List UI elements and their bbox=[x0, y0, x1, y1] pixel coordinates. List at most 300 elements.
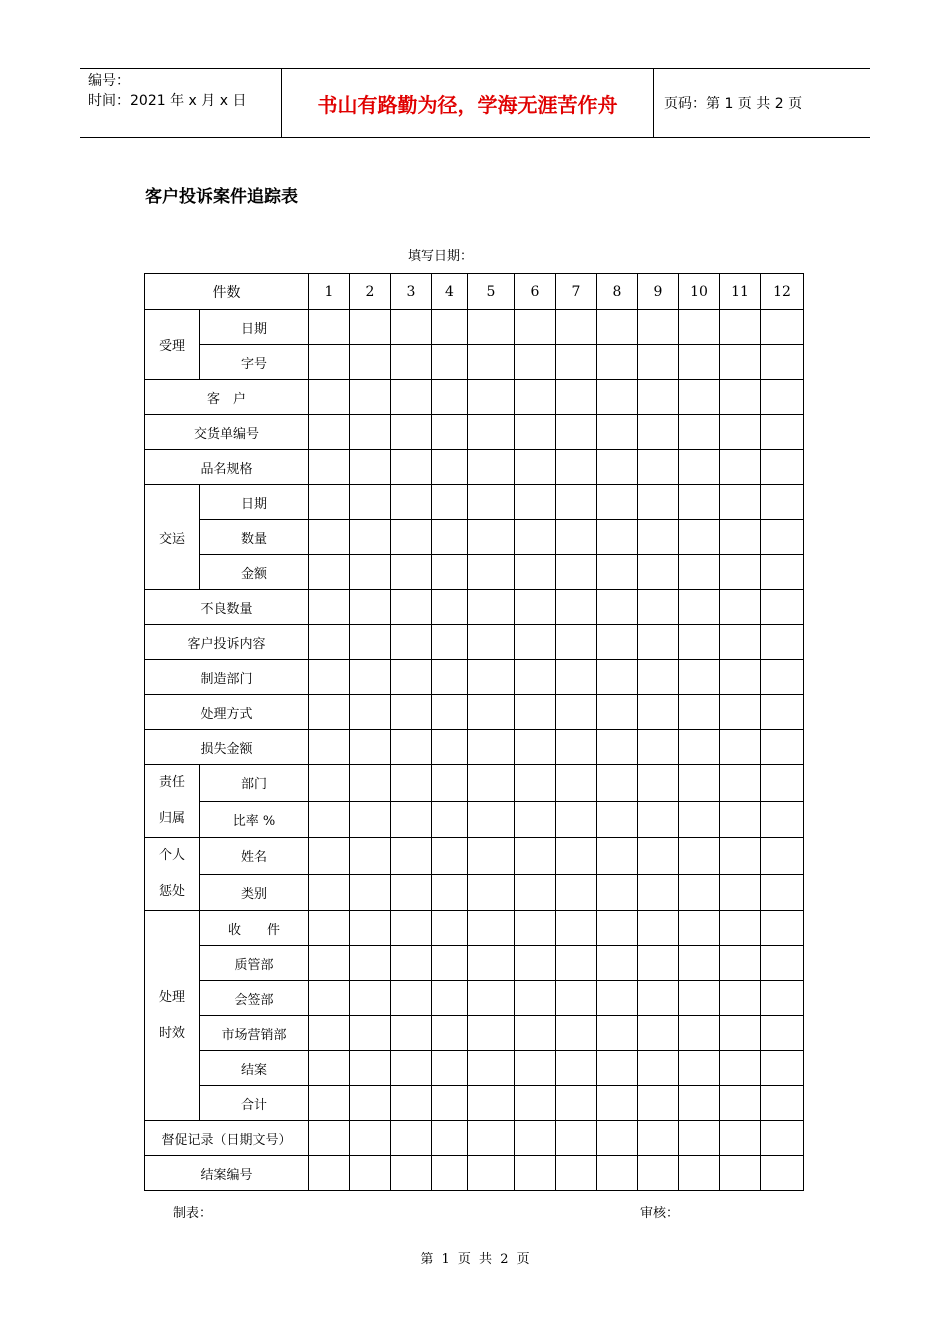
entry-cell[interactable] bbox=[556, 981, 597, 1016]
entry-cell[interactable] bbox=[432, 981, 468, 1016]
entry-cell[interactable] bbox=[761, 485, 804, 520]
entry-cell[interactable] bbox=[556, 1086, 597, 1121]
entry-cell[interactable] bbox=[720, 838, 761, 875]
entry-cell[interactable] bbox=[391, 345, 432, 380]
entry-cell[interactable] bbox=[468, 801, 515, 838]
entry-cell[interactable] bbox=[761, 1121, 804, 1156]
entry-cell[interactable] bbox=[468, 1051, 515, 1086]
entry-cell[interactable] bbox=[720, 1121, 761, 1156]
entry-cell[interactable] bbox=[720, 730, 761, 765]
entry-cell[interactable] bbox=[515, 1051, 556, 1086]
entry-cell[interactable] bbox=[720, 695, 761, 730]
entry-cell[interactable] bbox=[761, 660, 804, 695]
entry-cell[interactable] bbox=[432, 415, 468, 450]
entry-cell[interactable] bbox=[309, 380, 350, 415]
entry-cell[interactable] bbox=[391, 695, 432, 730]
entry-cell[interactable] bbox=[432, 660, 468, 695]
entry-cell[interactable] bbox=[350, 415, 391, 450]
entry-cell[interactable] bbox=[638, 660, 679, 695]
entry-cell[interactable] bbox=[720, 1051, 761, 1086]
entry-cell[interactable] bbox=[638, 1016, 679, 1051]
entry-cell[interactable] bbox=[556, 310, 597, 345]
entry-cell[interactable] bbox=[679, 345, 720, 380]
entry-cell[interactable] bbox=[720, 380, 761, 415]
entry-cell[interactable] bbox=[468, 1156, 515, 1191]
entry-cell[interactable] bbox=[556, 730, 597, 765]
entry-cell[interactable] bbox=[761, 415, 804, 450]
entry-cell[interactable] bbox=[309, 415, 350, 450]
entry-cell[interactable] bbox=[432, 874, 468, 911]
entry-cell[interactable] bbox=[597, 380, 638, 415]
entry-cell[interactable] bbox=[432, 345, 468, 380]
entry-cell[interactable] bbox=[556, 1051, 597, 1086]
entry-cell[interactable] bbox=[556, 801, 597, 838]
entry-cell[interactable] bbox=[515, 520, 556, 555]
entry-cell[interactable] bbox=[515, 911, 556, 946]
entry-cell[interactable] bbox=[720, 1016, 761, 1051]
entry-cell[interactable] bbox=[679, 625, 720, 660]
entry-cell[interactable] bbox=[309, 625, 350, 660]
entry-cell[interactable] bbox=[761, 695, 804, 730]
entry-cell[interactable] bbox=[391, 946, 432, 981]
entry-cell[interactable] bbox=[309, 485, 350, 520]
entry-cell[interactable] bbox=[761, 520, 804, 555]
entry-cell[interactable] bbox=[638, 695, 679, 730]
entry-cell[interactable] bbox=[515, 660, 556, 695]
entry-cell[interactable] bbox=[638, 946, 679, 981]
entry-cell[interactable] bbox=[761, 380, 804, 415]
entry-cell[interactable] bbox=[350, 1121, 391, 1156]
entry-cell[interactable] bbox=[679, 555, 720, 590]
entry-cell[interactable] bbox=[679, 310, 720, 345]
entry-cell[interactable] bbox=[432, 380, 468, 415]
entry-cell[interactable] bbox=[638, 555, 679, 590]
entry-cell[interactable] bbox=[515, 380, 556, 415]
entry-cell[interactable] bbox=[597, 345, 638, 380]
entry-cell[interactable] bbox=[638, 981, 679, 1016]
entry-cell[interactable] bbox=[638, 1086, 679, 1121]
entry-cell[interactable] bbox=[309, 345, 350, 380]
entry-cell[interactable] bbox=[391, 380, 432, 415]
entry-cell[interactable] bbox=[309, 730, 350, 765]
entry-cell[interactable] bbox=[468, 415, 515, 450]
entry-cell[interactable] bbox=[679, 838, 720, 875]
entry-cell[interactable] bbox=[432, 485, 468, 520]
entry-cell[interactable] bbox=[720, 801, 761, 838]
entry-cell[interactable] bbox=[761, 765, 804, 802]
entry-cell[interactable] bbox=[391, 1086, 432, 1121]
entry-cell[interactable] bbox=[350, 555, 391, 590]
entry-cell[interactable] bbox=[597, 520, 638, 555]
entry-cell[interactable] bbox=[432, 1051, 468, 1086]
entry-cell[interactable] bbox=[597, 1121, 638, 1156]
entry-cell[interactable] bbox=[309, 310, 350, 345]
entry-cell[interactable] bbox=[468, 555, 515, 590]
entry-cell[interactable] bbox=[350, 1051, 391, 1086]
entry-cell[interactable] bbox=[638, 1051, 679, 1086]
entry-cell[interactable] bbox=[391, 801, 432, 838]
entry-cell[interactable] bbox=[350, 765, 391, 802]
entry-cell[interactable] bbox=[309, 1156, 350, 1191]
entry-cell[interactable] bbox=[597, 660, 638, 695]
entry-cell[interactable] bbox=[391, 555, 432, 590]
entry-cell[interactable] bbox=[309, 911, 350, 946]
entry-cell[interactable] bbox=[432, 555, 468, 590]
entry-cell[interactable] bbox=[350, 520, 391, 555]
entry-cell[interactable] bbox=[597, 695, 638, 730]
entry-cell[interactable] bbox=[468, 874, 515, 911]
entry-cell[interactable] bbox=[679, 946, 720, 981]
entry-cell[interactable] bbox=[432, 695, 468, 730]
entry-cell[interactable] bbox=[468, 1086, 515, 1121]
entry-cell[interactable] bbox=[720, 310, 761, 345]
entry-cell[interactable] bbox=[515, 981, 556, 1016]
entry-cell[interactable] bbox=[309, 981, 350, 1016]
entry-cell[interactable] bbox=[350, 695, 391, 730]
entry-cell[interactable] bbox=[350, 981, 391, 1016]
entry-cell[interactable] bbox=[597, 450, 638, 485]
entry-cell[interactable] bbox=[350, 911, 391, 946]
entry-cell[interactable] bbox=[515, 450, 556, 485]
entry-cell[interactable] bbox=[432, 1121, 468, 1156]
entry-cell[interactable] bbox=[679, 415, 720, 450]
entry-cell[interactable] bbox=[350, 310, 391, 345]
entry-cell[interactable] bbox=[761, 801, 804, 838]
entry-cell[interactable] bbox=[679, 801, 720, 838]
entry-cell[interactable] bbox=[515, 1086, 556, 1121]
entry-cell[interactable] bbox=[391, 590, 432, 625]
entry-cell[interactable] bbox=[556, 946, 597, 981]
entry-cell[interactable] bbox=[468, 730, 515, 765]
entry-cell[interactable] bbox=[597, 590, 638, 625]
entry-cell[interactable] bbox=[515, 415, 556, 450]
entry-cell[interactable] bbox=[391, 415, 432, 450]
entry-cell[interactable] bbox=[720, 450, 761, 485]
entry-cell[interactable] bbox=[761, 625, 804, 660]
entry-cell[interactable] bbox=[556, 555, 597, 590]
entry-cell[interactable] bbox=[679, 1086, 720, 1121]
entry-cell[interactable] bbox=[679, 1121, 720, 1156]
entry-cell[interactable] bbox=[350, 838, 391, 875]
entry-cell[interactable] bbox=[468, 838, 515, 875]
entry-cell[interactable] bbox=[761, 1156, 804, 1191]
entry-cell[interactable] bbox=[309, 1121, 350, 1156]
entry-cell[interactable] bbox=[556, 485, 597, 520]
entry-cell[interactable] bbox=[468, 450, 515, 485]
entry-cell[interactable] bbox=[432, 1156, 468, 1191]
entry-cell[interactable] bbox=[720, 911, 761, 946]
entry-cell[interactable] bbox=[468, 590, 515, 625]
entry-cell[interactable] bbox=[432, 1086, 468, 1121]
entry-cell[interactable] bbox=[309, 590, 350, 625]
entry-cell[interactable] bbox=[761, 1051, 804, 1086]
entry-cell[interactable] bbox=[432, 590, 468, 625]
entry-cell[interactable] bbox=[515, 695, 556, 730]
entry-cell[interactable] bbox=[309, 695, 350, 730]
entry-cell[interactable] bbox=[638, 520, 679, 555]
entry-cell[interactable] bbox=[597, 765, 638, 802]
entry-cell[interactable] bbox=[679, 874, 720, 911]
entry-cell[interactable] bbox=[515, 1121, 556, 1156]
entry-cell[interactable] bbox=[679, 1156, 720, 1191]
entry-cell[interactable] bbox=[515, 590, 556, 625]
entry-cell[interactable] bbox=[432, 730, 468, 765]
entry-cell[interactable] bbox=[720, 874, 761, 911]
entry-cell[interactable] bbox=[597, 1051, 638, 1086]
entry-cell[interactable] bbox=[597, 1156, 638, 1191]
entry-cell[interactable] bbox=[556, 695, 597, 730]
entry-cell[interactable] bbox=[597, 1086, 638, 1121]
entry-cell[interactable] bbox=[432, 450, 468, 485]
entry-cell[interactable] bbox=[556, 874, 597, 911]
entry-cell[interactable] bbox=[515, 874, 556, 911]
entry-cell[interactable] bbox=[679, 695, 720, 730]
entry-cell[interactable] bbox=[761, 946, 804, 981]
entry-cell[interactable] bbox=[679, 485, 720, 520]
entry-cell[interactable] bbox=[597, 555, 638, 590]
entry-cell[interactable] bbox=[309, 1086, 350, 1121]
entry-cell[interactable] bbox=[638, 380, 679, 415]
entry-cell[interactable] bbox=[720, 1156, 761, 1191]
entry-cell[interactable] bbox=[350, 730, 391, 765]
entry-cell[interactable] bbox=[432, 946, 468, 981]
entry-cell[interactable] bbox=[391, 1051, 432, 1086]
entry-cell[interactable] bbox=[638, 1156, 679, 1191]
entry-cell[interactable] bbox=[391, 1016, 432, 1051]
entry-cell[interactable] bbox=[679, 590, 720, 625]
entry-cell[interactable] bbox=[556, 590, 597, 625]
entry-cell[interactable] bbox=[432, 520, 468, 555]
entry-cell[interactable] bbox=[515, 345, 556, 380]
entry-cell[interactable] bbox=[761, 555, 804, 590]
entry-cell[interactable] bbox=[391, 1156, 432, 1191]
entry-cell[interactable] bbox=[556, 911, 597, 946]
entry-cell[interactable] bbox=[350, 380, 391, 415]
entry-cell[interactable] bbox=[638, 874, 679, 911]
entry-cell[interactable] bbox=[720, 590, 761, 625]
entry-cell[interactable] bbox=[350, 345, 391, 380]
entry-cell[interactable] bbox=[391, 911, 432, 946]
entry-cell[interactable] bbox=[556, 625, 597, 660]
entry-cell[interactable] bbox=[515, 555, 556, 590]
entry-cell[interactable] bbox=[432, 838, 468, 875]
entry-cell[interactable] bbox=[638, 590, 679, 625]
entry-cell[interactable] bbox=[468, 345, 515, 380]
entry-cell[interactable] bbox=[309, 1016, 350, 1051]
entry-cell[interactable] bbox=[515, 765, 556, 802]
entry-cell[interactable] bbox=[638, 310, 679, 345]
entry-cell[interactable] bbox=[597, 625, 638, 660]
entry-cell[interactable] bbox=[468, 485, 515, 520]
entry-cell[interactable] bbox=[432, 310, 468, 345]
entry-cell[interactable] bbox=[556, 660, 597, 695]
entry-cell[interactable] bbox=[515, 1016, 556, 1051]
entry-cell[interactable] bbox=[638, 765, 679, 802]
entry-cell[interactable] bbox=[638, 911, 679, 946]
entry-cell[interactable] bbox=[720, 660, 761, 695]
entry-cell[interactable] bbox=[761, 874, 804, 911]
entry-cell[interactable] bbox=[638, 838, 679, 875]
entry-cell[interactable] bbox=[638, 730, 679, 765]
entry-cell[interactable] bbox=[350, 590, 391, 625]
entry-cell[interactable] bbox=[350, 1016, 391, 1051]
entry-cell[interactable] bbox=[556, 1156, 597, 1191]
entry-cell[interactable] bbox=[515, 625, 556, 660]
entry-cell[interactable] bbox=[350, 801, 391, 838]
entry-cell[interactable] bbox=[309, 450, 350, 485]
entry-cell[interactable] bbox=[309, 874, 350, 911]
entry-cell[interactable] bbox=[720, 345, 761, 380]
entry-cell[interactable] bbox=[679, 730, 720, 765]
entry-cell[interactable] bbox=[309, 946, 350, 981]
entry-cell[interactable] bbox=[761, 310, 804, 345]
entry-cell[interactable] bbox=[468, 695, 515, 730]
entry-cell[interactable] bbox=[597, 485, 638, 520]
entry-cell[interactable] bbox=[350, 946, 391, 981]
entry-cell[interactable] bbox=[556, 450, 597, 485]
entry-cell[interactable] bbox=[391, 981, 432, 1016]
entry-cell[interactable] bbox=[309, 838, 350, 875]
entry-cell[interactable] bbox=[597, 310, 638, 345]
entry-cell[interactable] bbox=[432, 801, 468, 838]
entry-cell[interactable] bbox=[391, 485, 432, 520]
entry-cell[interactable] bbox=[679, 450, 720, 485]
entry-cell[interactable] bbox=[556, 415, 597, 450]
entry-cell[interactable] bbox=[556, 838, 597, 875]
entry-cell[interactable] bbox=[350, 1156, 391, 1191]
entry-cell[interactable] bbox=[515, 1156, 556, 1191]
entry-cell[interactable] bbox=[638, 1121, 679, 1156]
entry-cell[interactable] bbox=[597, 838, 638, 875]
entry-cell[interactable] bbox=[597, 415, 638, 450]
entry-cell[interactable] bbox=[720, 485, 761, 520]
entry-cell[interactable] bbox=[391, 310, 432, 345]
entry-cell[interactable] bbox=[468, 310, 515, 345]
entry-cell[interactable] bbox=[468, 911, 515, 946]
entry-cell[interactable] bbox=[468, 625, 515, 660]
entry-cell[interactable] bbox=[432, 1016, 468, 1051]
entry-cell[interactable] bbox=[597, 874, 638, 911]
entry-cell[interactable] bbox=[761, 1016, 804, 1051]
entry-cell[interactable] bbox=[720, 1086, 761, 1121]
entry-cell[interactable] bbox=[679, 765, 720, 802]
entry-cell[interactable] bbox=[720, 981, 761, 1016]
entry-cell[interactable] bbox=[597, 911, 638, 946]
entry-cell[interactable] bbox=[597, 730, 638, 765]
entry-cell[interactable] bbox=[556, 765, 597, 802]
entry-cell[interactable] bbox=[350, 485, 391, 520]
entry-cell[interactable] bbox=[468, 946, 515, 981]
entry-cell[interactable] bbox=[515, 946, 556, 981]
entry-cell[interactable] bbox=[309, 765, 350, 802]
entry-cell[interactable] bbox=[720, 946, 761, 981]
entry-cell[interactable] bbox=[309, 1051, 350, 1086]
entry-cell[interactable] bbox=[720, 415, 761, 450]
entry-cell[interactable] bbox=[761, 590, 804, 625]
entry-cell[interactable] bbox=[309, 801, 350, 838]
entry-cell[interactable] bbox=[468, 1121, 515, 1156]
entry-cell[interactable] bbox=[720, 625, 761, 660]
entry-cell[interactable] bbox=[597, 801, 638, 838]
entry-cell[interactable] bbox=[468, 660, 515, 695]
entry-cell[interactable] bbox=[309, 520, 350, 555]
entry-cell[interactable] bbox=[350, 1086, 391, 1121]
entry-cell[interactable] bbox=[391, 660, 432, 695]
entry-cell[interactable] bbox=[515, 838, 556, 875]
entry-cell[interactable] bbox=[679, 1051, 720, 1086]
entry-cell[interactable] bbox=[638, 345, 679, 380]
entry-cell[interactable] bbox=[391, 1121, 432, 1156]
entry-cell[interactable] bbox=[638, 415, 679, 450]
entry-cell[interactable] bbox=[515, 485, 556, 520]
entry-cell[interactable] bbox=[638, 625, 679, 660]
entry-cell[interactable] bbox=[391, 874, 432, 911]
entry-cell[interactable] bbox=[468, 520, 515, 555]
entry-cell[interactable] bbox=[556, 1016, 597, 1051]
entry-cell[interactable] bbox=[720, 765, 761, 802]
entry-cell[interactable] bbox=[350, 874, 391, 911]
entry-cell[interactable] bbox=[515, 801, 556, 838]
entry-cell[interactable] bbox=[761, 911, 804, 946]
entry-cell[interactable] bbox=[761, 1086, 804, 1121]
entry-cell[interactable] bbox=[309, 660, 350, 695]
entry-cell[interactable] bbox=[720, 520, 761, 555]
entry-cell[interactable] bbox=[761, 345, 804, 380]
entry-cell[interactable] bbox=[679, 380, 720, 415]
entry-cell[interactable] bbox=[515, 310, 556, 345]
entry-cell[interactable] bbox=[556, 345, 597, 380]
entry-cell[interactable] bbox=[638, 485, 679, 520]
entry-cell[interactable] bbox=[468, 380, 515, 415]
entry-cell[interactable] bbox=[468, 765, 515, 802]
entry-cell[interactable] bbox=[350, 660, 391, 695]
entry-cell[interactable] bbox=[638, 450, 679, 485]
entry-cell[interactable] bbox=[638, 801, 679, 838]
entry-cell[interactable] bbox=[432, 625, 468, 660]
entry-cell[interactable] bbox=[679, 520, 720, 555]
entry-cell[interactable] bbox=[761, 450, 804, 485]
entry-cell[interactable] bbox=[761, 838, 804, 875]
entry-cell[interactable] bbox=[350, 625, 391, 660]
entry-cell[interactable] bbox=[391, 520, 432, 555]
entry-cell[interactable] bbox=[556, 380, 597, 415]
entry-cell[interactable] bbox=[432, 765, 468, 802]
entry-cell[interactable] bbox=[761, 981, 804, 1016]
entry-cell[interactable] bbox=[391, 838, 432, 875]
entry-cell[interactable] bbox=[679, 911, 720, 946]
entry-cell[interactable] bbox=[679, 1016, 720, 1051]
entry-cell[interactable] bbox=[391, 450, 432, 485]
entry-cell[interactable] bbox=[679, 981, 720, 1016]
entry-cell[interactable] bbox=[679, 660, 720, 695]
entry-cell[interactable] bbox=[468, 1016, 515, 1051]
entry-cell[interactable] bbox=[720, 555, 761, 590]
entry-cell[interactable] bbox=[597, 946, 638, 981]
entry-cell[interactable] bbox=[391, 625, 432, 660]
entry-cell[interactable] bbox=[597, 1016, 638, 1051]
entry-cell[interactable] bbox=[350, 450, 391, 485]
entry-cell[interactable] bbox=[515, 730, 556, 765]
entry-cell[interactable] bbox=[468, 981, 515, 1016]
entry-cell[interactable] bbox=[432, 911, 468, 946]
entry-cell[interactable] bbox=[391, 730, 432, 765]
entry-cell[interactable] bbox=[556, 1121, 597, 1156]
entry-cell[interactable] bbox=[309, 555, 350, 590]
entry-cell[interactable] bbox=[556, 520, 597, 555]
entry-cell[interactable] bbox=[597, 981, 638, 1016]
entry-cell[interactable] bbox=[761, 730, 804, 765]
entry-cell[interactable] bbox=[391, 765, 432, 802]
